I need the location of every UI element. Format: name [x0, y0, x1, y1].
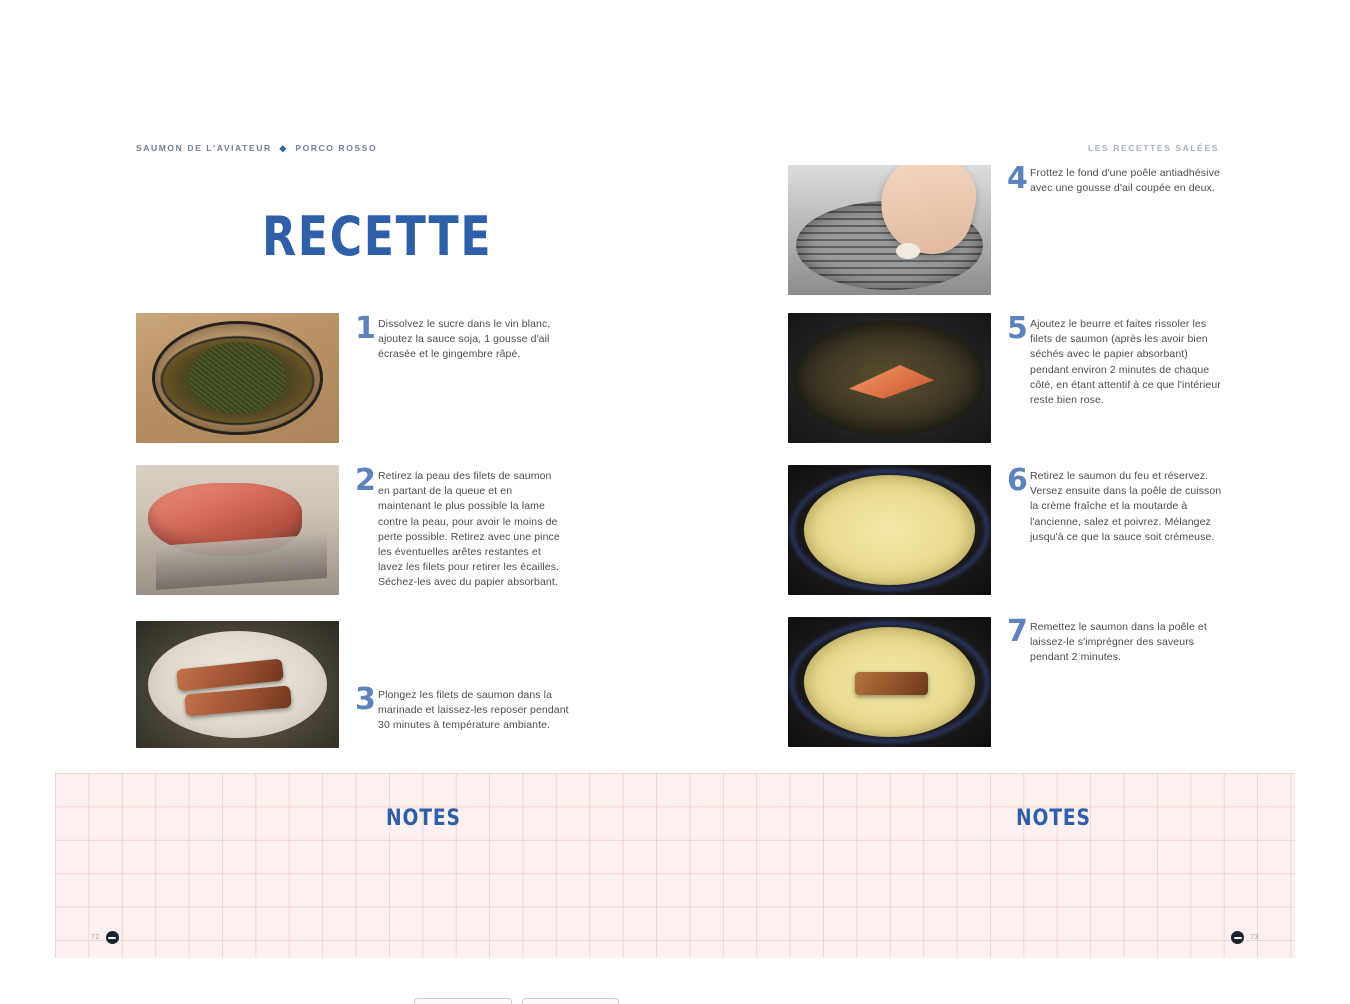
running-head-film-name: PORCO ROSSO: [295, 143, 378, 153]
salmon-marinating-plate-photo: [136, 621, 339, 748]
notes-panel: [55, 773, 1295, 958]
page-title: RECETTE: [262, 205, 493, 268]
step-number: 2: [355, 463, 376, 498]
step-text: Retirez le saumon du feu et réservez. Versez ensuite dans la poêle de cuisson la crème fraîche et la moutarde à l'ancienne, salez et poivrez. Mélangez jusqu'à ce que la sauce soit crémeuse.: [1030, 470, 1222, 543]
page-number-right: 73: [1250, 934, 1259, 941]
bookmark-icon: [106, 931, 119, 944]
marinade-bowl-photo: [136, 313, 339, 443]
salmon-skinning-photo: [136, 465, 339, 595]
step-number: 5: [1007, 311, 1028, 346]
running-head-right: LES RECETTES SALÉES: [1087, 143, 1219, 153]
folio-right: [1231, 931, 1259, 944]
step-number: 7: [1007, 614, 1028, 649]
toolbar-button-right[interactable]: [522, 998, 620, 1004]
step-text: Dissolvez le sucre dans le vin blanc, ajoutez la sauce soja, 1 gousse d'ail écrasée et le gingembre râpé.: [378, 318, 551, 361]
step-text: Retirez la peau des filets de saumon en partant de la queue et en maintenant le plus possible la lame contre la peau, pour avoir le moins de perte possible. Retirez avec une pince les éventuelles arêtes restantes et lavez les filets pour retirer les écailles. Séchez-les avec du papier absorbant.: [378, 470, 560, 589]
step-text: Frottez le fond d'une poêle antiadhésive avec une gousse d'ail coupée en deux.: [1030, 167, 1220, 195]
folio-left: [91, 931, 119, 944]
salmon-in-sauce-pan-photo: [788, 617, 991, 747]
notes-label-right: NOTES: [1016, 806, 1091, 831]
notes-label-left: NOTES: [386, 806, 461, 831]
step-text: Plongez les filets de saumon dans la marinade et laissez-les reposer pendant 30 minutes à température ambiante.: [378, 689, 569, 732]
bookmark-icon: [1231, 931, 1244, 944]
garlic-rubbing-pan-photo: [788, 165, 991, 295]
step-text: Remettez le saumon dans la poêle et laissez-le s'imprégner des saveurs pendant 2 minutes.: [1030, 621, 1207, 664]
running-head-recipe-name: SAUMON DE L'AVIATEUR: [136, 143, 272, 153]
page-number-left: 72: [91, 934, 100, 941]
toolbar-button-left[interactable]: [414, 998, 512, 1004]
step-number: 6: [1007, 463, 1028, 498]
salmon-searing-pan-photo: [788, 313, 991, 443]
step-number: 4: [1007, 161, 1028, 196]
step-text: Ajoutez le beurre et faites rissoler les filets de saumon (après les avoir bien séchés avec le papier absorbant) pendant environ 2 minutes de chaque côté, en étant attentif à ce que l'intérieur reste bien rose.: [1030, 318, 1221, 407]
bottom-toolbar-edge[interactable]: [414, 998, 619, 1004]
diamond-icon: ❖: [278, 144, 289, 154]
step-number: 3: [355, 682, 376, 717]
cream-sauce-pan-photo: [788, 465, 991, 595]
running-head-left: [136, 143, 377, 154]
step-number: 1: [355, 311, 376, 346]
